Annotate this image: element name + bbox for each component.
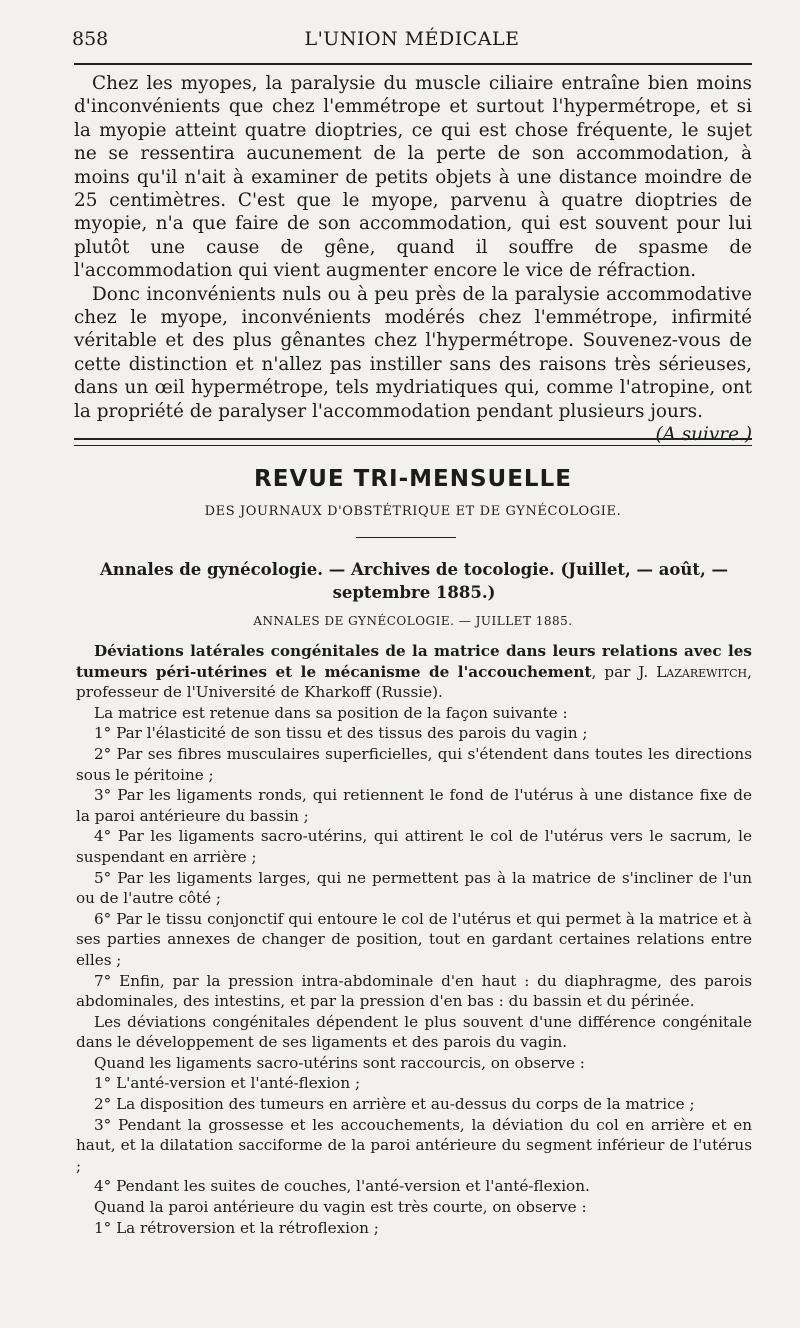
list-item: 1° Par l'élasticité de son tissu et des tissus des parois du vagin ; bbox=[94, 724, 588, 743]
list-item: 5° Par les ligaments larges, qui ne permettent pas à la matrice de s'incliner de l'un ou de l'autre côté ; bbox=[76, 868, 752, 908]
congenital-paragraph: Les déviations congénitales dépendent le plus souvent d'une différence congénitale dans le développement de ses ligaments et des parois du vagin. bbox=[76, 1012, 752, 1052]
list-item: 6° Par le tissu conjonctif qui entoure le col de l'utérus et qui permet à la matrice et à ses parties annexes de changer de position, tout en gardant certaines relations entre elles ; bbox=[76, 909, 752, 969]
article-title bbox=[76, 641, 752, 703]
sacro-lead: Quand les ligaments sacro-utérins sont raccourcis, on observe : bbox=[94, 1053, 585, 1072]
section-double-rule bbox=[74, 438, 752, 446]
list-item: 2° Par ses fibres musculaires superficielles, qui s'étendent dans toutes les directions sous le péritoine ; bbox=[76, 744, 752, 784]
journal-heading: Annales de gynécologie. — Archives de tocologie. (Juillet, — août, — septembre 1885.) bbox=[99, 560, 729, 602]
article-body bbox=[76, 641, 752, 1238]
list-item: 4° Pendant les suites de couches, l'anté-version et l'anté-flexion. bbox=[94, 1177, 590, 1196]
list-item: 7° Enfin, par la pression intra-abdominale d'en haut : du diaphragme, des parois abdominales, des intestins, et par la pression d'en bas : du bassin et du périnée. bbox=[76, 971, 752, 1011]
list-item: 1° La rétroversion et la rétroflexion ; bbox=[94, 1218, 379, 1237]
list-item: 2° La disposition des tumeurs en arrière et au-dessus du corps de la matrice ; bbox=[94, 1095, 695, 1114]
page-number: 858 bbox=[72, 28, 109, 50]
list-item: 3° Pendant la grossesse et les accouchements, la déviation du col en arrière et en haut, et la dilatation sacciforme de la paroi antérieure du segment inférieur de l'utérus ; bbox=[76, 1115, 752, 1175]
journal-subheading: ANNALES DE GYNÉCOLOGIE. — JUILLET 1885. bbox=[253, 614, 573, 628]
intro-text bbox=[74, 72, 752, 447]
section-subtitle: DES JOURNAUX D'OBSTÉTRIQUE ET DE GYNÉCOLOGIE. bbox=[204, 504, 622, 519]
running-title: L'UNION MÉDICALE bbox=[304, 28, 520, 50]
intro-paragraph-1: Chez les myopes, la paralysie du muscle ciliaire entraîne bien moins d'inconvénients que chez l'emmétrope et surtout l'hypermétrope, et si la myopie atteint quatre dioptries, ce qui est chose fréquente, le sujet ne se ressentira aucunement de la perte de son accommodation, à moins qu'il n'ait à examiner de petits objets à une distance moindre de 25 centimètres. C'est que le myope, parvenu à quatre dioptries de myopie, n'a que faire de son accommodation, qui est souvent pour lui plutôt une cause de gêne, quand il souffre de spasme de l'accommodation qui vient augmenter encore le vice de réfraction. bbox=[74, 73, 752, 282]
article-byline-suffix: , professeur de l'Université de Kharkoff (Russie). bbox=[76, 662, 752, 702]
article-title-bold: Déviations latérales congénitales de la matrice dans leurs relations avec les tumeurs péri-utérines et le mécanisme de l'accouchement bbox=[76, 642, 752, 681]
article-author: Lazarewitch bbox=[656, 662, 748, 681]
intro-paragraph-2 bbox=[74, 283, 752, 446]
vagin-lead: Quand la paroi antérieure du vagin est très courte, on observe : bbox=[94, 1198, 587, 1217]
short-rule bbox=[356, 537, 456, 538]
list-item: 4° Par les ligaments sacro-utérins, qui attirent le col de l'utérus vers le sacrum, le suspendant en arrière ; bbox=[76, 827, 752, 866]
list-item: 3° Par les ligaments ronds, qui retiennent le fond de l'utérus à une distance fixe de la paroi antérieure du bassin ; bbox=[76, 786, 752, 825]
intro-paragraph-2-text: Donc inconvénients nuls ou à peu près de la paralysie accommodative chez le myope, inconvénients modérés chez l'emmétrope, infirmité véritable et des plus gênantes chez l'hypermétrope. Souvenez-vous de cette distinction et n'allez pas instiller sans des raisons très sérieuses, dans un œil hypermétrope, tels mydriatiques qui, comme l'atropine, ont la propriété de paralyser l'accommodation pendant plusieurs jours. bbox=[74, 283, 752, 422]
article-lead: La matrice est retenue dans sa position de la façon suivante : bbox=[94, 703, 568, 722]
article-byline-prefix: , par J. bbox=[591, 662, 657, 681]
section-title: REVUE TRI-MENSUELLE bbox=[254, 466, 572, 492]
list-item: 1° L'anté-version et l'anté-flexion ; bbox=[94, 1074, 361, 1093]
page-header bbox=[72, 28, 752, 56]
header-rule bbox=[74, 63, 752, 65]
to-be-continued: (A suivre.) bbox=[655, 424, 752, 446]
